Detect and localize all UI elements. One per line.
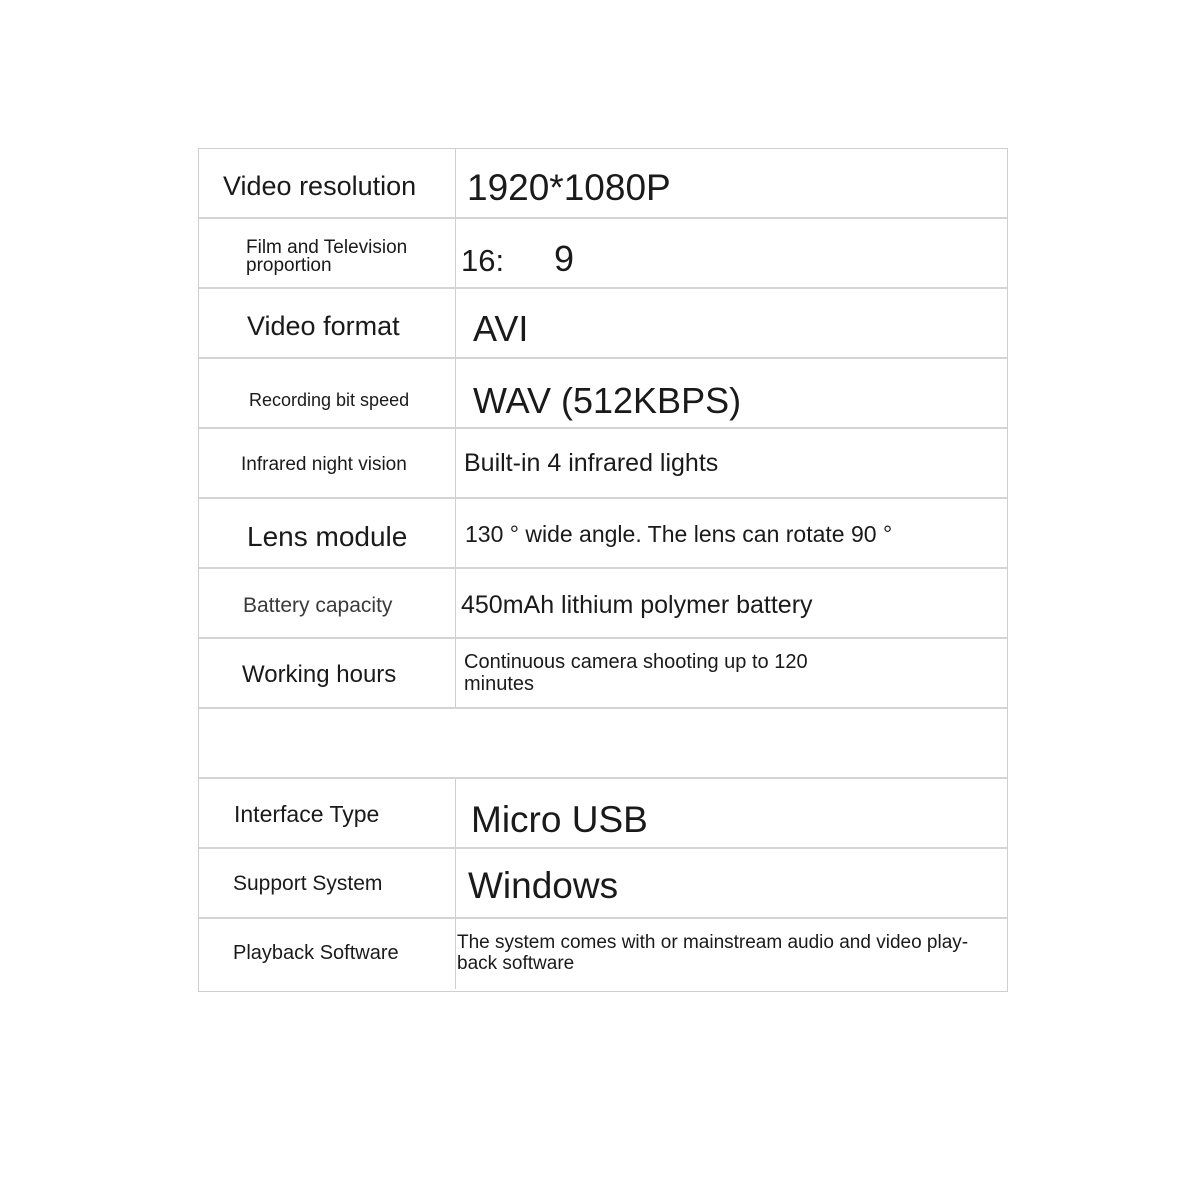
column-divider <box>455 499 456 567</box>
column-divider <box>455 569 456 637</box>
row-value: 130 ° wide angle. The lens can rotate 90 ° <box>465 521 893 547</box>
row-label: Video format <box>247 311 400 341</box>
row-value: Micro USB <box>471 799 648 840</box>
row-value: WAV (512KBPS) <box>473 380 742 421</box>
row-value: Continuous camera shooting up to 120 minutes <box>464 651 808 695</box>
row-label: Lens module <box>247 521 408 552</box>
row-label: Support System <box>233 872 383 895</box>
table-row <box>199 919 1007 989</box>
row-value: Windows <box>468 865 619 906</box>
column-divider <box>455 359 456 427</box>
column-divider <box>455 149 456 217</box>
row-label: Infrared night vision <box>241 454 407 475</box>
row-label: Interface Type <box>234 801 380 827</box>
row-label: Working hours <box>242 661 397 688</box>
row-value: The system comes with or mainstream audio and video play-back software <box>457 932 969 974</box>
row-value: Built-in 4 infrared lights <box>464 449 719 477</box>
column-divider <box>455 779 456 847</box>
table-row <box>199 849 1007 919</box>
column-divider <box>455 219 456 287</box>
row-value: 1920*1080P <box>467 167 671 208</box>
table-row <box>199 639 1007 709</box>
table-row <box>199 779 1007 849</box>
column-divider <box>455 919 456 989</box>
row-value: 16: <box>461 243 505 278</box>
table-row <box>199 149 1007 219</box>
column-divider <box>455 289 456 357</box>
column-divider <box>455 849 456 917</box>
table-row <box>199 429 1007 499</box>
column-divider <box>455 429 456 497</box>
spec-table <box>198 148 1008 992</box>
row-label: Video resolution <box>223 171 417 201</box>
row-label: Film and Television proportion <box>246 237 408 277</box>
row-label: Playback Software <box>233 942 399 964</box>
column-divider <box>455 639 456 707</box>
row-value: 450mAh lithium polymer battery <box>461 591 813 619</box>
row-value-secondary: 9 <box>554 238 575 279</box>
row-label: Recording bit speed <box>249 390 410 410</box>
row-value: AVI <box>473 308 529 349</box>
row-label: Battery capacity <box>243 594 393 617</box>
table-row-empty <box>199 709 1007 779</box>
table-row <box>199 289 1007 359</box>
table-row <box>199 569 1007 639</box>
table-row <box>199 499 1007 569</box>
table-row <box>199 359 1007 429</box>
table-row <box>199 219 1007 289</box>
